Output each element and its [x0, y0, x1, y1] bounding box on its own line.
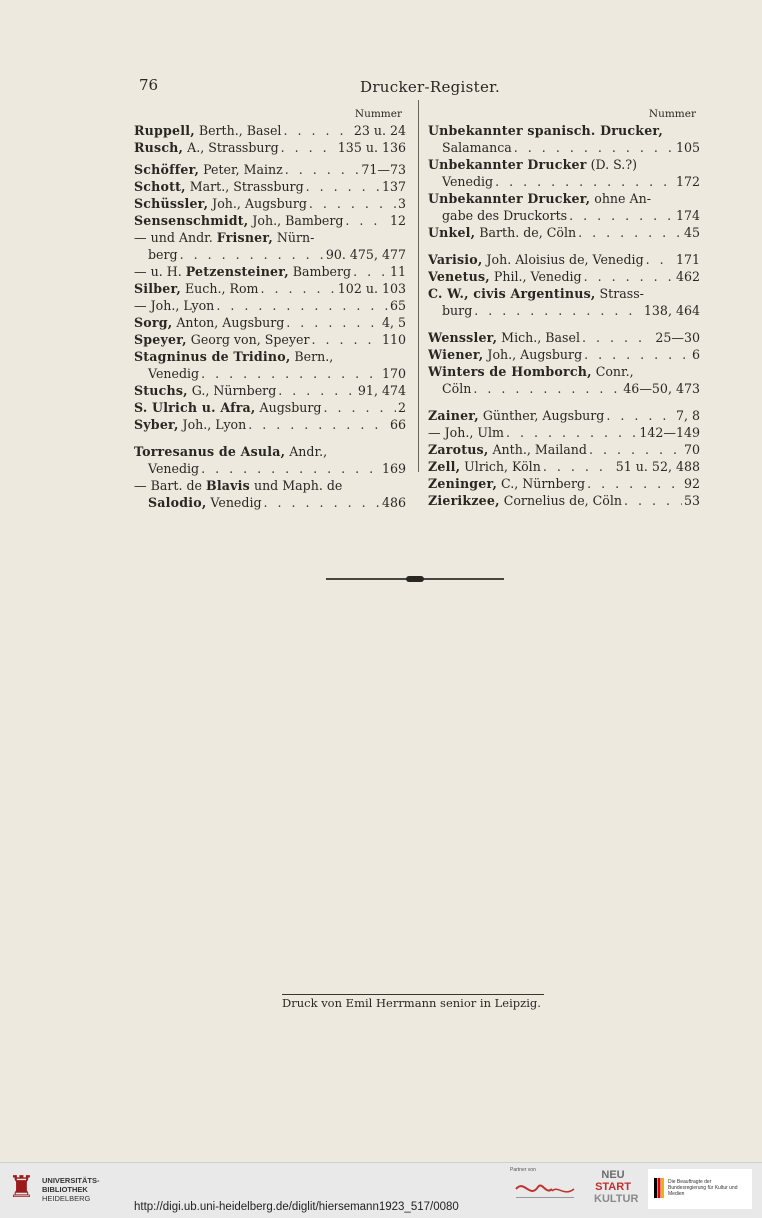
entry-number: 7, 8 — [675, 408, 700, 423]
entry-number: 23 u. 24 — [353, 123, 406, 138]
column-divider — [418, 100, 419, 472]
register-entry — [134, 382, 406, 399]
entry-number: 11 — [389, 264, 406, 279]
entry-detail: Conr., — [591, 364, 634, 379]
register-entry — [428, 268, 700, 285]
entry-detail: — Joh., Lyon — [134, 298, 215, 313]
register-entry — [428, 224, 700, 241]
register-entry — [428, 302, 700, 319]
printer-name: Frisner, — [216, 230, 273, 245]
entry-number: 170 — [381, 366, 406, 381]
register-entry — [134, 178, 406, 195]
register-entry — [428, 458, 700, 475]
leader-dots — [262, 494, 380, 511]
federal-eagle-icon — [654, 1178, 664, 1198]
column-heading-left: Nummer — [354, 108, 402, 120]
register-entry — [428, 139, 700, 156]
page-number: 76 — [139, 76, 159, 94]
entry-detail: Joh. Aloisius de, Venedig — [482, 252, 644, 267]
entry-number: 51 u. 52, 488 — [615, 459, 700, 474]
register-entry — [134, 161, 406, 178]
register-entry — [134, 195, 406, 212]
printer-name: Zarotus, — [428, 442, 489, 457]
entry-number: 4, 5 — [381, 315, 406, 330]
printer-name: Unbekannter spanisch. Drucker, — [428, 123, 663, 138]
register-entry — [134, 246, 406, 263]
entry-detail: Cornelius de, Cöln — [499, 493, 623, 508]
printer-name: Schüssler, — [134, 196, 209, 211]
entry-number: 25—30 — [655, 330, 700, 345]
entry-detail: Phil., Venedig — [489, 269, 582, 284]
printer-name: Ruppell, — [134, 123, 195, 138]
entry-detail: Barth. de, Cöln — [475, 225, 577, 240]
partner-label: Partner von — [510, 1167, 536, 1173]
entry-number: 172 — [675, 174, 700, 189]
register-entry — [428, 329, 700, 346]
leader-dots — [304, 178, 380, 195]
entry-detail: Mich., Basel — [497, 330, 580, 345]
printer-name: Rusch, — [134, 140, 184, 155]
entry-number: 90. 475, 477 — [325, 247, 406, 262]
printer-name: Stuchs, — [134, 383, 188, 398]
register-entry — [134, 460, 406, 477]
register-entry — [134, 314, 406, 331]
page-title: Drucker-Register. — [360, 78, 501, 96]
entry-number: 6 — [691, 347, 700, 362]
entry-detail: C., Nürnberg — [497, 476, 586, 491]
register-entry — [428, 380, 700, 397]
leader-dots — [512, 139, 674, 156]
entry-detail: Nürn- — [272, 230, 315, 245]
register-entry — [134, 297, 406, 314]
register-entry — [134, 443, 406, 460]
printer-name: Unbekannter Drucker — [428, 157, 587, 172]
register-entry — [428, 475, 700, 492]
entry-number: 105 — [675, 140, 700, 155]
printer-name: Sorg, — [134, 315, 173, 330]
leader-dots — [580, 329, 653, 346]
printer-name: Venetus, — [428, 269, 490, 284]
register-entry — [428, 492, 700, 509]
leader-dots — [351, 263, 388, 280]
entry-number: 45 — [683, 225, 700, 240]
entry-detail: — u. H. — [134, 264, 186, 279]
leader-dots — [283, 161, 360, 178]
printer-name: Speyer, — [134, 332, 187, 347]
bkm-logo[interactable]: Die Beauftragte der Bundesregierung für Kultur und Medien — [648, 1169, 752, 1209]
leader-dots — [582, 346, 690, 363]
register-entry — [134, 229, 406, 246]
leader-dots — [472, 302, 642, 319]
entry-detail: Augsburg — [255, 400, 322, 415]
entry-detail: Günther, Augsburg — [478, 408, 605, 423]
leader-dots — [343, 212, 388, 229]
entry-detail: Mart., Strassburg — [185, 179, 304, 194]
entry-number: 137 — [381, 179, 406, 194]
printer-name: Wenssler, — [428, 330, 498, 345]
printer-name: Wiener, — [428, 347, 484, 362]
register-entry — [428, 407, 700, 424]
printer-name: Varisio, — [428, 252, 483, 267]
entry-number: 142—149 — [639, 425, 700, 440]
entry-number: 65 — [389, 298, 406, 313]
entry-detail: Euch., Rom — [180, 281, 259, 296]
leader-dots — [582, 268, 674, 285]
neustart-kultur-logo[interactable]: NEU START KULTUR — [594, 1169, 639, 1205]
leader-dots — [471, 380, 621, 397]
entry-detail: — und Andr. — [134, 230, 217, 245]
register-entry — [134, 280, 406, 297]
right-register-column — [428, 108, 700, 509]
leader-dots — [199, 365, 380, 382]
register-entry — [134, 416, 406, 433]
register-entry — [134, 331, 406, 348]
printer-name: Unbekannter Drucker, — [428, 191, 591, 206]
printer-name: Zell, — [428, 459, 461, 474]
heidelberg-lion-logo-icon[interactable]: ♜ — [8, 1170, 35, 1205]
entry-number: 169 — [381, 461, 406, 476]
entry-detail: Venedig — [442, 174, 494, 189]
printer-name: Schott, — [134, 179, 186, 194]
entry-detail: G., Nürnberg — [187, 383, 277, 398]
entry-detail: Georg von, Speyer — [186, 332, 310, 347]
register-entry — [428, 207, 700, 224]
printer-name: Stagninus de Tridino, — [134, 349, 291, 364]
entry-detail: A., Strassburg — [183, 140, 279, 155]
printer-name: Sensenschmidt, — [134, 213, 249, 228]
entry-detail: Anth., Mailand — [488, 442, 587, 457]
register-entry — [134, 477, 406, 494]
library-name[interactable]: UNIVERSITÄTS- BIBLIOTHEK HEIDELBERG — [42, 1176, 100, 1203]
register-entry — [134, 365, 406, 382]
entry-detail: gabe des Druckorts — [442, 208, 568, 223]
printer-name: Zierikzee, — [428, 493, 500, 508]
entry-detail: Cöln — [442, 381, 472, 396]
entry-number: 110 — [381, 332, 406, 347]
entry-number: 46—50, 473 — [623, 381, 700, 396]
left-register-column — [134, 108, 406, 511]
leader-dots — [493, 173, 674, 190]
leader-dots — [567, 207, 674, 224]
entry-detail: Joh., Augsburg — [208, 196, 307, 211]
leader-dots — [576, 224, 682, 241]
printer-name: Zainer, — [428, 408, 479, 423]
entry-number: 92 — [683, 476, 700, 491]
entry-detail: Anton, Augsburg — [172, 315, 285, 330]
entry-detail: Berth., Basel — [194, 123, 282, 138]
register-entry — [134, 399, 406, 416]
register-entry — [134, 122, 406, 139]
register-entry — [428, 424, 700, 441]
printer-imprint: Druck von Emil Herrmann senior in Leipzig. — [282, 996, 541, 1010]
entry-number: 53 — [683, 493, 700, 508]
printer-name: Blavis — [205, 478, 250, 493]
entry-detail: ohne An- — [590, 191, 651, 206]
printer-name: Winters de Homborch, — [428, 364, 592, 379]
entry-detail: Venedig — [206, 495, 262, 510]
entry-detail: (D. S.?) — [586, 157, 637, 172]
register-entry — [428, 122, 700, 139]
register-entry — [134, 212, 406, 229]
register-entry — [428, 363, 700, 380]
entry-detail: Peter, Mainz — [199, 162, 283, 177]
entry-detail: burg — [442, 303, 473, 318]
source-url[interactable]: http://digi.ub.uni-heidelberg.de/diglit/hiersemann1923_517/0080 — [134, 1201, 459, 1213]
entry-number: 2 — [397, 400, 406, 415]
entry-number: 70 — [683, 442, 700, 457]
leader-dots — [281, 122, 351, 139]
printer-name: Unkel, — [428, 225, 476, 240]
leader-dots — [279, 139, 336, 156]
entry-detail: Joh., Bamberg — [248, 213, 344, 228]
entry-number: 66 — [389, 417, 406, 432]
entry-number: 102 u. 103 — [337, 281, 406, 296]
column-heading-right: Nummer — [648, 108, 696, 120]
entry-number: 138, 464 — [643, 303, 700, 318]
entry-detail: — Bart. de — [134, 478, 206, 493]
leader-dots — [258, 280, 335, 297]
printer-name: Silber, — [134, 281, 181, 296]
printer-name: Schöffer, — [134, 162, 200, 177]
leader-dots — [276, 382, 356, 399]
leader-dots — [214, 297, 388, 314]
leader-dots — [321, 399, 396, 416]
leader-dots — [541, 458, 614, 475]
leader-dots — [604, 407, 674, 424]
leader-dots — [199, 460, 380, 477]
entry-number: 91, 474 — [357, 383, 406, 398]
register-entry — [134, 139, 406, 156]
entry-number: 171 — [675, 252, 700, 267]
entry-detail: Salamanca — [442, 140, 512, 155]
leader-dots — [622, 492, 682, 509]
register-entry — [428, 346, 700, 363]
leader-dots — [309, 331, 379, 348]
entry-number: 462 — [675, 269, 700, 284]
register-entry — [428, 251, 700, 268]
register-entry — [134, 263, 406, 280]
leader-dots — [307, 195, 396, 212]
printer-name: Torresanus de Asula, — [134, 444, 286, 459]
leader-dots — [644, 251, 674, 268]
imprint-rule — [282, 994, 544, 995]
register-entry — [428, 156, 700, 173]
ddb-partner-logo-icon[interactable] — [512, 1177, 580, 1203]
printer-name: C. W., civis Argentinus, — [428, 286, 596, 301]
printer-name: Syber, — [134, 417, 179, 432]
entry-detail: — Joh., Ulm — [428, 425, 504, 440]
printer-name: S. Ulrich u. Afra, — [134, 400, 256, 415]
entry-detail: Venedig — [148, 366, 200, 381]
leader-dots — [587, 441, 682, 458]
entry-number: 12 — [389, 213, 406, 228]
entry-number: 174 — [675, 208, 700, 223]
right-entry-list — [428, 122, 700, 509]
leader-dots — [585, 475, 682, 492]
entry-detail: Andr., — [285, 444, 328, 459]
entry-detail: Ulrich, Köln — [460, 459, 541, 474]
entry-detail: berg — [148, 247, 178, 262]
entry-detail: Joh., Augsburg — [483, 347, 583, 362]
entry-number: 71—73 — [361, 162, 406, 177]
register-entry — [134, 348, 406, 365]
printer-name: Zeninger, — [428, 476, 498, 491]
printer-name: Salodio, — [148, 495, 207, 510]
register-entry — [428, 190, 700, 207]
entry-detail: Joh., Lyon — [178, 417, 247, 432]
entry-detail: Bamberg — [288, 264, 352, 279]
entry-number: 486 — [381, 495, 406, 510]
ornament-rule — [326, 578, 504, 580]
entry-detail: und Maph. de — [249, 478, 343, 493]
left-entry-list — [134, 122, 406, 511]
entry-number: 3 — [397, 196, 406, 211]
printer-name: Petzensteiner, — [185, 264, 289, 279]
register-entry — [428, 285, 700, 302]
leader-dots — [246, 416, 388, 433]
entry-number: 135 u. 136 — [337, 140, 406, 155]
leader-dots — [178, 246, 324, 263]
register-entry — [428, 173, 700, 190]
leader-dots — [284, 314, 380, 331]
register-entry — [134, 494, 406, 511]
entry-detail: Strass- — [595, 286, 644, 301]
entry-detail: Bern., — [290, 349, 334, 364]
entry-detail: Venedig — [148, 461, 200, 476]
register-entry — [428, 441, 700, 458]
leader-dots — [504, 424, 637, 441]
